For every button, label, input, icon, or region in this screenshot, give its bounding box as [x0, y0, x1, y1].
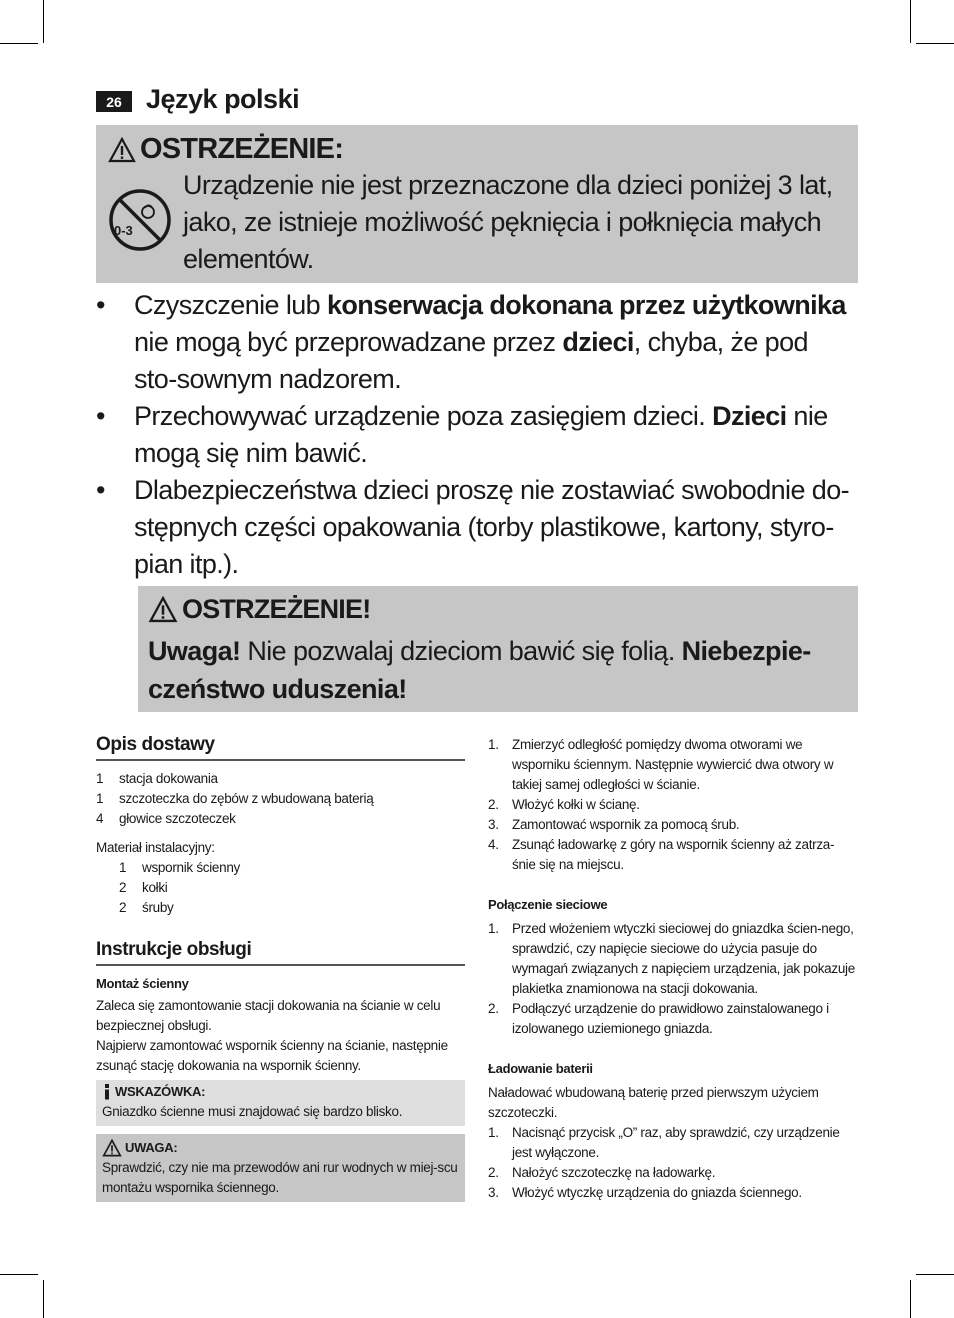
- crop-mark: [43, 1280, 44, 1318]
- section-title-delivery: Opis dostawy: [96, 735, 465, 761]
- step-text: Zamontować wspornik za pomocą śrub.: [512, 817, 740, 832]
- list-item: [96, 809, 465, 829]
- crop-mark: [0, 1274, 38, 1275]
- step-number: 1.: [488, 1125, 499, 1140]
- list-item: [96, 878, 465, 898]
- text-segment: Nie pozwalaj dzieciom bawić się folią.: [240, 636, 682, 666]
- crop-mark: [0, 43, 38, 44]
- item-qty: 1: [119, 860, 127, 875]
- list-item: [488, 1163, 856, 1183]
- step-number: 3.: [488, 817, 499, 832]
- item-label: szczoteczka do zębów z wbudowaną baterią: [119, 791, 374, 806]
- step-number: 2.: [488, 1165, 499, 1180]
- list-item: [96, 858, 465, 878]
- step-number: 2.: [488, 1001, 499, 1016]
- power-steps-list: [488, 919, 856, 1039]
- list-item: [488, 815, 856, 835]
- list-item: [488, 919, 856, 999]
- warning-heading: [148, 594, 370, 625]
- crop-mark: [910, 0, 911, 43]
- hint-box: [96, 1080, 465, 1126]
- step-number: 1.: [488, 737, 499, 752]
- bullet-icon: •: [96, 401, 105, 431]
- list-item: [96, 769, 465, 789]
- list-item: [96, 898, 465, 918]
- crop-mark: [916, 43, 954, 44]
- bullet-icon: •: [96, 475, 105, 505]
- crop-mark: [43, 0, 44, 43]
- list-item: [488, 1183, 856, 1203]
- item-qty: 1: [96, 771, 104, 786]
- item-qty: 2: [119, 880, 127, 895]
- list-item: [488, 795, 856, 815]
- step-number: 4.: [488, 837, 499, 852]
- caution-box: [96, 1134, 465, 1202]
- right-column: [488, 735, 856, 1203]
- subheading-charging: Ładowanie baterii: [488, 1061, 593, 1076]
- text-segment: Przechowywać urządzenie poza zasięgiem dzieci.: [134, 401, 713, 431]
- charging-steps-list: [488, 1123, 856, 1203]
- list-item: [488, 835, 856, 875]
- bold-segment: Dzieci: [712, 401, 787, 431]
- paragraph: Najpierw zamontować wspornik ścienny na ścianie, następnie zsunąć stację dokowania na wspornik ścienny.: [96, 1038, 448, 1073]
- step-number: 1.: [488, 921, 499, 936]
- page-number: 26: [96, 91, 132, 112]
- warning-text: Urządzenie nie jest przeznaczone dla dzieci poniżej 3 lat, jako, ze istnieje możliwość pęknięcia i połknięcia małych elementów.: [183, 170, 833, 274]
- item-qty: 4: [96, 811, 104, 826]
- item-label: stacja dokowania: [119, 771, 218, 786]
- mount-steps-list: [488, 735, 856, 875]
- bold-segment: konserwacja dokonana przez użytkownika: [326, 290, 846, 320]
- warning-heading-text: OSTRZEŻENIE!: [182, 594, 371, 624]
- step-number: 2.: [488, 797, 499, 812]
- paragraph: Zaleca się zamontowanie stacji dokowania na ścianie w celu bezpiecznej obsługi.: [96, 998, 441, 1033]
- hint-text: Gniazdko ścienne musi znajdować się bardzo blisko.: [102, 1104, 403, 1119]
- bold-segment: Niebezpie-czeństwo uduszenia!: [148, 636, 811, 704]
- language-title: Język polski: [146, 84, 300, 114]
- step-text: Włożyć wtyczkę urządzenia do gniazda ściennego.: [512, 1185, 802, 1200]
- step-text: Włożyć kołki w ścianę.: [512, 797, 640, 812]
- warning-heading: [108, 133, 343, 166]
- warning-box-age: [96, 125, 858, 283]
- bold-segment: dzieci: [562, 327, 634, 357]
- caution-text: Sprawdzić, czy nie ma przewodów ani rur wodnych w miej-scu montażu wspornika ściennego.: [102, 1160, 458, 1195]
- item-qty: 1: [96, 791, 104, 806]
- warning-triangle-icon: [102, 1139, 122, 1157]
- item-qty: 2: [119, 900, 127, 915]
- paragraph: Naładować wbudowaną baterię przed pierwszym użyciem szczoteczki.: [488, 1085, 819, 1120]
- left-column: [96, 735, 465, 1202]
- warning-text: [148, 632, 848, 708]
- warning-triangle-icon: [148, 596, 178, 623]
- info-icon: [102, 1084, 112, 1100]
- caution-heading: [102, 1138, 459, 1158]
- list-item: [488, 735, 856, 795]
- subheading-power: Połączenie sieciowe: [488, 897, 608, 912]
- text-segment: Dlabezpieczeństwa dzieci proszę nie zostawiać swobodnie do-stępnych części opakowania (torby plastikowe, kartony, styro-pian itp.).: [134, 475, 849, 579]
- text-segment: nie mogą się nim bawić.: [134, 401, 828, 468]
- caution-heading-text: UWAGA:: [125, 1140, 178, 1155]
- crop-mark: [916, 1274, 954, 1275]
- item-label: śruby: [142, 900, 174, 915]
- list-item: [96, 789, 465, 809]
- warning-box-suffocation: [138, 586, 858, 712]
- safety-bullet-list: [96, 287, 856, 583]
- step-number: 3.: [488, 1185, 499, 1200]
- step-text: Zsunąć ładowarkę z góry na wspornik ścienny aż zatrza-śnie się na miejscu.: [512, 837, 835, 872]
- hint-heading: [102, 1082, 459, 1102]
- list-item: [96, 472, 856, 583]
- list-item: [488, 999, 856, 1039]
- item-label: głowice szczoteczek: [119, 811, 236, 826]
- list-item: [488, 1123, 856, 1163]
- item-label: wspornik ścienny: [142, 860, 240, 875]
- mounting-label: Materiał instalacyjny:: [96, 840, 215, 855]
- step-text: Przed włożeniem wtyczki sieciowej do gniazdka ścien-nego, sprawdzić, czy napięcie sieciowe do użycia pasuje do wymagań związanych z napięciem urządzenia, jak pokazuje plakietka znamionowa na stacji dokowania.: [512, 921, 855, 996]
- bullet-icon: •: [96, 290, 105, 320]
- subheading-wall-mount: Montaż ścienny: [96, 976, 189, 991]
- text-segment: nie mogą być przeprowadzane przez: [134, 327, 563, 357]
- step-text: Nacisnąć przycisk „O” raz, aby sprawdzić, czy urządzenie jest wyłączone.: [512, 1125, 840, 1160]
- list-item: [96, 287, 856, 398]
- step-text: Zmierzyć odległość pomiędzy dwoma otworami we wsporniku ściennym. Następnie wywiercić dwa otwory w takiej samej odległości w ścianie.: [512, 737, 834, 792]
- item-label: kołki: [142, 880, 168, 895]
- section-title-instructions: Instrukcje obsługi: [96, 940, 465, 966]
- list-item: [96, 398, 856, 472]
- not-for-children-icon: [108, 188, 172, 257]
- crop-mark: [910, 1280, 911, 1318]
- hint-heading-text: WSKAZÓWKA:: [115, 1084, 206, 1099]
- text-segment: , chyba, że pod sto-sownym nadzorem.: [134, 327, 808, 394]
- step-text: Podłączyć urządzenie do prawidłowo zainstalowanego i izolowanego uziemionego gniazda.: [512, 1001, 829, 1036]
- step-text: Nałożyć szczoteczkę na ładowarkę.: [512, 1165, 716, 1180]
- age-label: 0-3: [114, 223, 133, 238]
- bold-segment: Uwaga!: [148, 636, 241, 666]
- text-segment: Czyszczenie lub: [134, 290, 327, 320]
- warning-triangle-icon: [108, 137, 136, 163]
- warning-heading-text: OSTRZEŻENIE:: [140, 133, 344, 165]
